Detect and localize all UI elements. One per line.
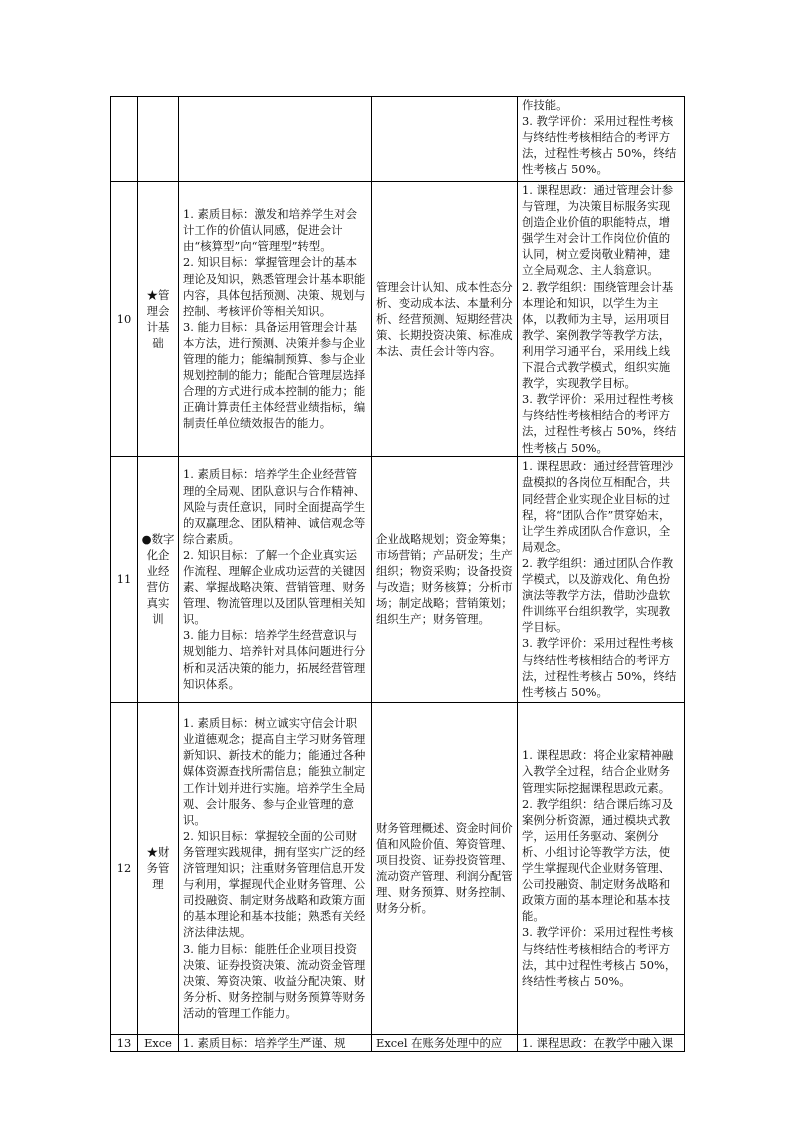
teaching-requirements-cell: [518, 702, 685, 1034]
course-name-cell: [138, 97, 179, 182]
course-content-cell: [372, 97, 518, 182]
teaching-requirements-text: 1. 课程思政：将企业家精神融入教学全过程，结合企业财务管理实际挖掘课程思政元素。 2. 教学组织：结合课后练习及案例分析资源，通过模块式教学，运用任务驱动、案例分析、小组讨论等教学方法，使学生掌握现代企业财务管理、公司投融资、制定财务战略和政策方面的基本理论和基本技能。 3. 教学评价：采用过程性考核与终结性考核相结合的考评方法，其中过程性考核占 50%，终结性考核占 50%。: [522, 748, 677, 988]
course-content-text: Excel 在账务处理中的应: [376, 1035, 503, 1050]
course-number-cell: [111, 1034, 138, 1051]
table-row: [111, 182, 685, 457]
course-goals-cell: [179, 456, 372, 702]
course-number-text: 12: [116, 861, 132, 876]
course-number-text: 10: [116, 311, 132, 326]
table-row: [111, 97, 685, 182]
course-goals-cell: [179, 1034, 372, 1051]
course-content-text: 企业战略规划；资金筹集；市场营销；产品研发；生产组织；物资采购；设备投资与改造；财务核算；分析市场；制定战略；营销策划；组织生产；财务管理。: [376, 531, 513, 627]
course-name-text: ★财务管理: [146, 844, 170, 892]
course-content-cell: [372, 456, 518, 702]
course-goals-text: 1. 素质目标：培养学生企业经营管理的全局观、团队意识与合作精神、风险与责任意识，同时全面提高学生的双赢理念、团队精神、诚信观念等综合素质。 2. 知识目标：了解一个企业真实运作流程、理解企业成功运营的关键因素、掌握战略决策、营销管理、财务管理、物流管理以及团队管理相关知识。 3. 能力目标：培养学生经营意识与规划能力、培养针对具体问题进行分析和灵活决策的能力，拓展经营管理知识体系。: [183, 467, 366, 691]
course-content-cell: [372, 1034, 518, 1051]
teaching-requirements-text: 1. 课程思政：通过管理会计参与管理，为决策目标服务实现创造企业价值的职能特点，增强学生对会计工作岗位价值的认同，树立爱岗敬业精神，建立全局观念、主人翁意识。 2. 教学组织：围绕管理会计基本理论和知识，以学生为主体，以教师为主导，运用项目教学、案例教学等教学方法，利用学习通平台，采用线上线下混合式教学模式，组织实施教学，实现教学目标。 3. 教学评价：采用过程性考核与终结性考核相结合的考评方法，过程性考核占 50%，终结性考核占 50%。: [522, 183, 677, 455]
table-body: [111, 97, 685, 1052]
curriculum-table: [110, 96, 685, 1052]
teaching-requirements-cell: [518, 1034, 685, 1051]
course-name-cell: [138, 1034, 179, 1051]
course-number-cell: [111, 702, 138, 1034]
course-goals-cell: [179, 182, 372, 457]
course-content-text: 财务管理概述、资金时间价值和风险价值、筹资管理、项目投资、证券投资管理、流动资产管理、利润分配管理、财务预算、财务控制、财务分析。: [376, 820, 513, 916]
course-name-cell: [138, 702, 179, 1034]
table-row: [111, 702, 685, 1034]
course-goals-cell: [179, 702, 372, 1034]
course-goals-text: 1. 素质目标：培养学生严谨、规: [183, 1035, 346, 1050]
course-content-text: 管理会计认知、成本性态分析、变动成本法、本量利分析、经营预测、短期经营决策、长期投资决策、标准成本法、责任会计等内容。: [376, 279, 513, 358]
teaching-requirements-text: 1. 课程思政：通过经营管理沙盘模拟的各岗位互相配合，共同经营企业实现企业目标的过程，将“团队合作”贯穿始末，让学生养成团队合作意识，全局观念。 2. 教学组织：通过团队合作教学模式，以及游戏化、角色扮演法等教学方法，借助沙盘软件训练平台组织教学，实现教学目标。 3. 教学评价：采用过程性考核与终结性考核相结合的考评方法，过程性考核占 50%，终结性考核占 50%。: [522, 459, 677, 699]
course-content-cell: [372, 182, 518, 457]
course-number-text: 13: [116, 1035, 132, 1050]
course-number-cell: [111, 456, 138, 702]
course-name-text: Exce: [144, 1035, 172, 1050]
course-goals-text: 1. 素质目标：激发和培养学生对会计工作的价值认同感，促进会计由“核算型”向“管理型”转型。 2. 知识目标：掌握管理会计的基本理论及知识，熟悉管理会计基本职能内容，具体包括预测、决策、规划与控制、考核评价等相关知识。 3. 能力目标：具备运用管理会计基本方法，进行预测、决策并参与企业管理的能力；能编制预算、参与企业规划控制的能力；能配合管理层选择合理的方式进行成本控制的能力；能正确计算责任主体经营业绩指标，编制责任单位绩效报告的能力。: [183, 207, 366, 431]
course-content-cell: [372, 702, 518, 1034]
course-name-cell: [138, 456, 179, 702]
table-row: [111, 1034, 685, 1051]
course-number-text: 11: [116, 572, 132, 587]
teaching-requirements-cell: [518, 182, 685, 457]
course-goals-cell: [179, 97, 372, 182]
course-name-text: ★管理会计基础: [146, 287, 170, 350]
teaching-requirements-cell: [518, 97, 685, 182]
teaching-requirements-cell: [518, 456, 685, 702]
course-name-cell: [138, 182, 179, 457]
course-number-cell: [111, 182, 138, 457]
table-row: [111, 456, 685, 702]
course-number-cell: [111, 97, 138, 182]
course-name-text: ●数字化企业经营仿真实训: [141, 531, 175, 627]
course-goals-text: 1. 素质目标：树立诚实守信会计职业道德观念；提高自主学习财务管理新知识、新技术的能力；能通过各种媒体资源查找所需信息；能独立制定工作计划并进行实施。培养学生全局观、会计服务、参与企业管理的意识。 2. 知识目标：掌握较全面的公司财务管理实践规律，拥有坚实广泛的经济管理知识；注重财务管理信息开发与利用，掌握现代企业财务管理、公司投融资、制定财务战略和政策方面的基本理论和基本技能；熟悉有关经济法律法规。 3. 能力目标：能胜任企业项目投资决策、证券投资决策、流动资金管理决策、筹资决策、收益分配决策、财务分析、财务控制与财务预算等财务活动的管理工作能力。: [183, 716, 366, 1020]
teaching-requirements-text: 1. 课程思政：在教学中融入课: [522, 1035, 674, 1050]
teaching-requirements-text: 作技能。 3. 教学评价：采用过程性考核与终结性考核相结合的考评方法，过程性考核占 50%，终结性考核占 50%。: [522, 98, 677, 177]
